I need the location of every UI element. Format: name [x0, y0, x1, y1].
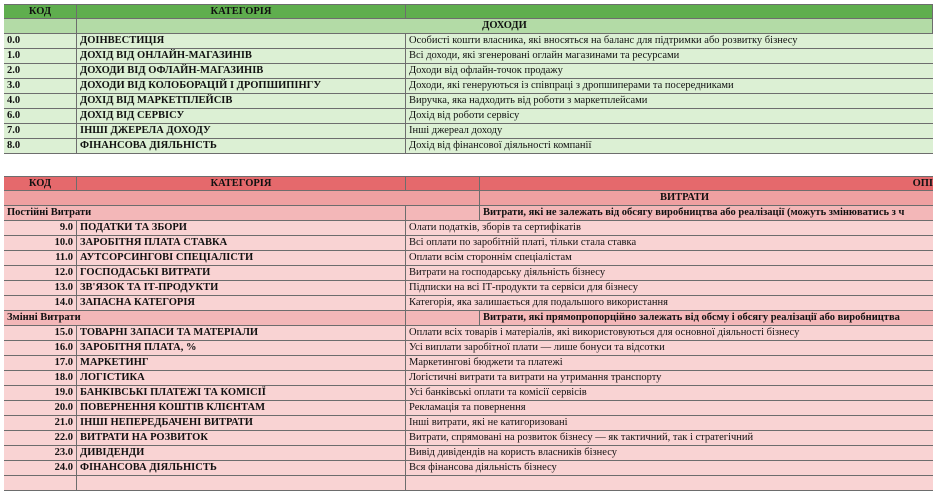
- variable-group-empty[interactable]: [406, 311, 480, 325]
- row-code-cell[interactable]: 20.0: [4, 401, 77, 415]
- table-row: [4, 49, 933, 64]
- table-row: [4, 139, 933, 154]
- table-row: [4, 326, 933, 341]
- row-name-cell[interactable]: ЗАРОБІТНЯ ПЛАТА, %: [77, 341, 406, 355]
- table-row: [4, 34, 933, 49]
- table-row: [4, 251, 933, 266]
- expenses-table: [4, 176, 933, 491]
- row-code-cell[interactable]: 4.0: [4, 94, 77, 108]
- income-header-category[interactable]: КАТЕГОРІЯ: [77, 5, 406, 19]
- row-name-cell[interactable]: ПОВЕРНЕННЯ КОШТІВ КЛІЄНТАМ: [77, 401, 406, 415]
- row-desc-cell[interactable]: Всі оплати по заробітній платі, тільки стала ставка: [409, 237, 637, 248]
- row-name-cell[interactable]: ЗАПАСНА КАТЕГОРІЯ: [77, 296, 406, 310]
- expenses-empty-row: [4, 476, 933, 491]
- income-section-row: [4, 19, 933, 34]
- row-code-cell[interactable]: 24.0: [4, 461, 77, 475]
- row-name-cell[interactable]: ПОДАТКИ ТА ЗБОРИ: [77, 221, 406, 235]
- expenses-header-extra[interactable]: ОПІ: [912, 178, 933, 189]
- row-desc-cell[interactable]: Вся фінансова діяльність бізнесу: [409, 462, 557, 473]
- table-row: [4, 431, 933, 446]
- income-section-title[interactable]: ДОХОДИ: [77, 19, 933, 33]
- fixed-group-title[interactable]: Постійні Витрати: [4, 206, 406, 220]
- row-desc-cell[interactable]: Усі виплати заробітної плати — лише бонуси та відсотки: [409, 342, 665, 353]
- table-row: [4, 124, 933, 139]
- table-row: [4, 401, 933, 416]
- table-row: [4, 109, 933, 124]
- row-name-cell[interactable]: ГОСПОДАСЬКІ ВИТРАТИ: [77, 266, 406, 280]
- table-row: [4, 221, 933, 236]
- row-name-cell[interactable]: ІНШІ НЕПЕРЕДБАЧЕНІ ВИТРАТИ: [77, 416, 406, 430]
- table-row: [4, 341, 933, 356]
- row-desc-cell[interactable]: Особисті кошти власника, які вносяться на баланс для підтримки або розвитку бізнесу: [409, 35, 798, 46]
- row-code-cell[interactable]: 8.0: [4, 139, 77, 153]
- expenses-section-empty[interactable]: [4, 191, 480, 205]
- spreadsheet: [4, 4, 933, 491]
- row-desc-cell[interactable]: Категорія, яка залишається для подальшого використання: [409, 297, 668, 308]
- row-code-cell[interactable]: 12.0: [4, 266, 77, 280]
- fixed-group-row: [4, 206, 933, 221]
- row-desc-cell[interactable]: Вивід дивідендів на користь власників бізнесу: [409, 447, 617, 458]
- table-row: [4, 461, 933, 476]
- row-desc-cell[interactable]: Витрати, спрямовані на розвиток бізнесу — як тактичний, так і стратегічний: [409, 432, 754, 443]
- income-header-row: [4, 4, 933, 19]
- row-name-cell[interactable]: АУТСОРСИНГОВІ СПЕЦІАЛІСТИ: [77, 251, 406, 265]
- row-name-cell[interactable]: ДОІНВЕСТИЦІЯ: [77, 34, 406, 48]
- row-code-cell[interactable]: 7.0: [4, 124, 77, 138]
- row-code-cell[interactable]: 1.0: [4, 49, 77, 63]
- row-name-cell[interactable]: ДИВІДЕНДИ: [77, 446, 406, 460]
- row-desc-cell[interactable]: Всі доходи, які згенеровані оглайн магазинами та ресурсами: [409, 50, 680, 61]
- row-name-cell[interactable]: ТОВАРНІ ЗАПАСИ ТА МАТЕРІАЛИ: [77, 326, 406, 340]
- row-desc-cell[interactable]: Олати податків, зборів та сертифікатів: [409, 222, 581, 233]
- row-code-cell[interactable]: 21.0: [4, 416, 77, 430]
- expenses-header-empty[interactable]: [406, 177, 480, 191]
- variable-rows: [4, 326, 933, 476]
- row-code-cell[interactable]: 19.0: [4, 386, 77, 400]
- row-name-cell[interactable]: ФІНАНСОВА ДІЯЛЬНІСТЬ: [77, 139, 406, 153]
- variable-group-row: [4, 311, 933, 326]
- expenses-header-category[interactable]: КАТЕГОРІЯ: [77, 177, 406, 191]
- row-desc-cell[interactable]: Доходи від офлайн-точок продажу: [409, 65, 563, 76]
- row-code-cell[interactable]: 16.0: [4, 341, 77, 355]
- expenses-section-title[interactable]: ВИТРАТИ: [660, 192, 710, 203]
- empty-code-cell[interactable]: [4, 476, 77, 490]
- income-rows: [4, 34, 933, 154]
- row-name-cell[interactable]: БАНКІВСЬКІ ПЛАТЕЖІ ТА КОМІСІЇ: [77, 386, 406, 400]
- row-name-cell[interactable]: ВИТРАТИ НА РОЗВИТОК: [77, 431, 406, 445]
- table-row: [4, 371, 933, 386]
- row-desc-cell[interactable]: Дохід від роботи сервісу: [409, 110, 520, 121]
- fixed-rows: [4, 221, 933, 311]
- row-name-cell[interactable]: ДОХОДИ ВІД ОФЛАЙН-МАГАЗИНІВ: [77, 64, 406, 78]
- table-row: [4, 386, 933, 401]
- income-header-empty[interactable]: [406, 5, 933, 19]
- row-code-cell[interactable]: 15.0: [4, 326, 77, 340]
- row-desc-cell[interactable]: Логістичні витрати та витрати на утримання транспорту: [409, 372, 662, 383]
- row-name-cell[interactable]: ІНШІ ДЖЕРЕЛА ДОХОДУ: [77, 124, 406, 138]
- row-code-cell[interactable]: 17.0: [4, 356, 77, 370]
- expenses-header-code[interactable]: КОД: [4, 177, 77, 191]
- row-desc-cell[interactable]: Інші джереал доходу: [409, 125, 503, 136]
- table-row: [4, 94, 933, 109]
- row-desc-cell[interactable]: Рекламація та повернення: [409, 402, 526, 413]
- row-code-cell[interactable]: 22.0: [4, 431, 77, 445]
- income-table: [4, 4, 933, 154]
- table-row: [4, 266, 933, 281]
- table-row: [4, 236, 933, 251]
- row-name-cell[interactable]: ЛОГІСТИКА: [77, 371, 406, 385]
- table-row: [4, 356, 933, 371]
- table-gap: [4, 154, 933, 176]
- row-desc-cell[interactable]: Витрати на господарську діяльність бізнесу: [409, 267, 606, 278]
- row-name-cell[interactable]: ДОХІД ВІД СЕРВІСУ: [77, 109, 406, 123]
- row-desc-cell[interactable]: Маркетингові бюджети та платежі: [409, 357, 563, 368]
- income-section-empty[interactable]: [4, 19, 77, 33]
- fixed-group-note[interactable]: Витрати, які не залежать від обсягу виробництва або реалізації (можуть змінюватись з ч: [483, 207, 905, 218]
- row-code-cell[interactable]: 0.0: [4, 34, 77, 48]
- row-desc-cell[interactable]: Усі банківські оплати та комісії сервісів: [409, 387, 587, 398]
- row-desc-cell[interactable]: Інші витрати, які не катигоризовані: [409, 417, 568, 428]
- row-code-cell[interactable]: 6.0: [4, 109, 77, 123]
- expenses-section-row: [4, 191, 933, 206]
- row-name-cell[interactable]: МАРКЕТИНГ: [77, 356, 406, 370]
- row-code-cell[interactable]: 10.0: [4, 236, 77, 250]
- row-code-cell[interactable]: 11.0: [4, 251, 77, 265]
- row-code-cell[interactable]: 14.0: [4, 296, 77, 310]
- table-row: [4, 79, 933, 94]
- expenses-header-row: [4, 176, 933, 191]
- variable-group-note[interactable]: Витрати, які прямопропорційно залежать від обсму і обсягу реалізації або виробництва: [483, 312, 900, 323]
- table-row: [4, 281, 933, 296]
- row-desc-cell[interactable]: Оплати всіх товарів і матеріалів, які використовуються для основної діяльності бізнесу: [409, 327, 800, 338]
- table-row: [4, 416, 933, 431]
- row-desc-cell[interactable]: Оплати всім стороннім спеціалістам: [409, 252, 572, 263]
- empty-desc-cell[interactable]: [406, 476, 933, 490]
- table-row: [4, 446, 933, 461]
- row-code-cell[interactable]: 9.0: [4, 221, 77, 235]
- row-name-cell[interactable]: ЗАРОБІТНЯ ПЛАТА СТАВКА: [77, 236, 406, 250]
- row-name-cell[interactable]: ДОХІД ВІД ОНЛАЙН-МАГАЗИНІВ: [77, 49, 406, 63]
- row-desc-cell[interactable]: Доходи, які генеруються із співпраці з дропшиперами та посередниками: [409, 80, 734, 91]
- row-name-cell[interactable]: ДОХІД ВІД МАРКЕТПЛЕЙСІВ: [77, 94, 406, 108]
- table-row: [4, 64, 933, 79]
- row-name-cell[interactable]: ФІНАНСОВА ДІЯЛЬНІСТЬ: [77, 461, 406, 475]
- row-code-cell[interactable]: 18.0: [4, 371, 77, 385]
- income-header-code[interactable]: КОД: [4, 5, 77, 19]
- row-desc-cell[interactable]: Виручка, яка надходить від роботи з маркетплейсами: [409, 95, 648, 106]
- variable-group-title[interactable]: Змінні Витрати: [4, 311, 406, 325]
- row-name-cell[interactable]: ЗВ'ЯЗОК ТА ІТ-ПРОДУКТИ: [77, 281, 406, 295]
- table-row: [4, 296, 933, 311]
- row-code-cell[interactable]: 23.0: [4, 446, 77, 460]
- empty-name-cell[interactable]: [77, 476, 406, 490]
- row-desc-cell[interactable]: Підписки на всі ІТ-продукти та сервіси для бізнесу: [409, 282, 638, 293]
- row-code-cell[interactable]: 2.0: [4, 64, 77, 78]
- row-code-cell[interactable]: 13.0: [4, 281, 77, 295]
- fixed-group-empty[interactable]: [406, 206, 480, 220]
- row-name-cell[interactable]: ДОХОДИ ВІД КОЛОБОРАЦІЙ І ДРОПШИПІНГУ: [77, 79, 406, 93]
- row-code-cell[interactable]: 3.0: [4, 79, 77, 93]
- row-desc-cell[interactable]: Дохід від фінансової діяльності компанії: [409, 140, 592, 151]
